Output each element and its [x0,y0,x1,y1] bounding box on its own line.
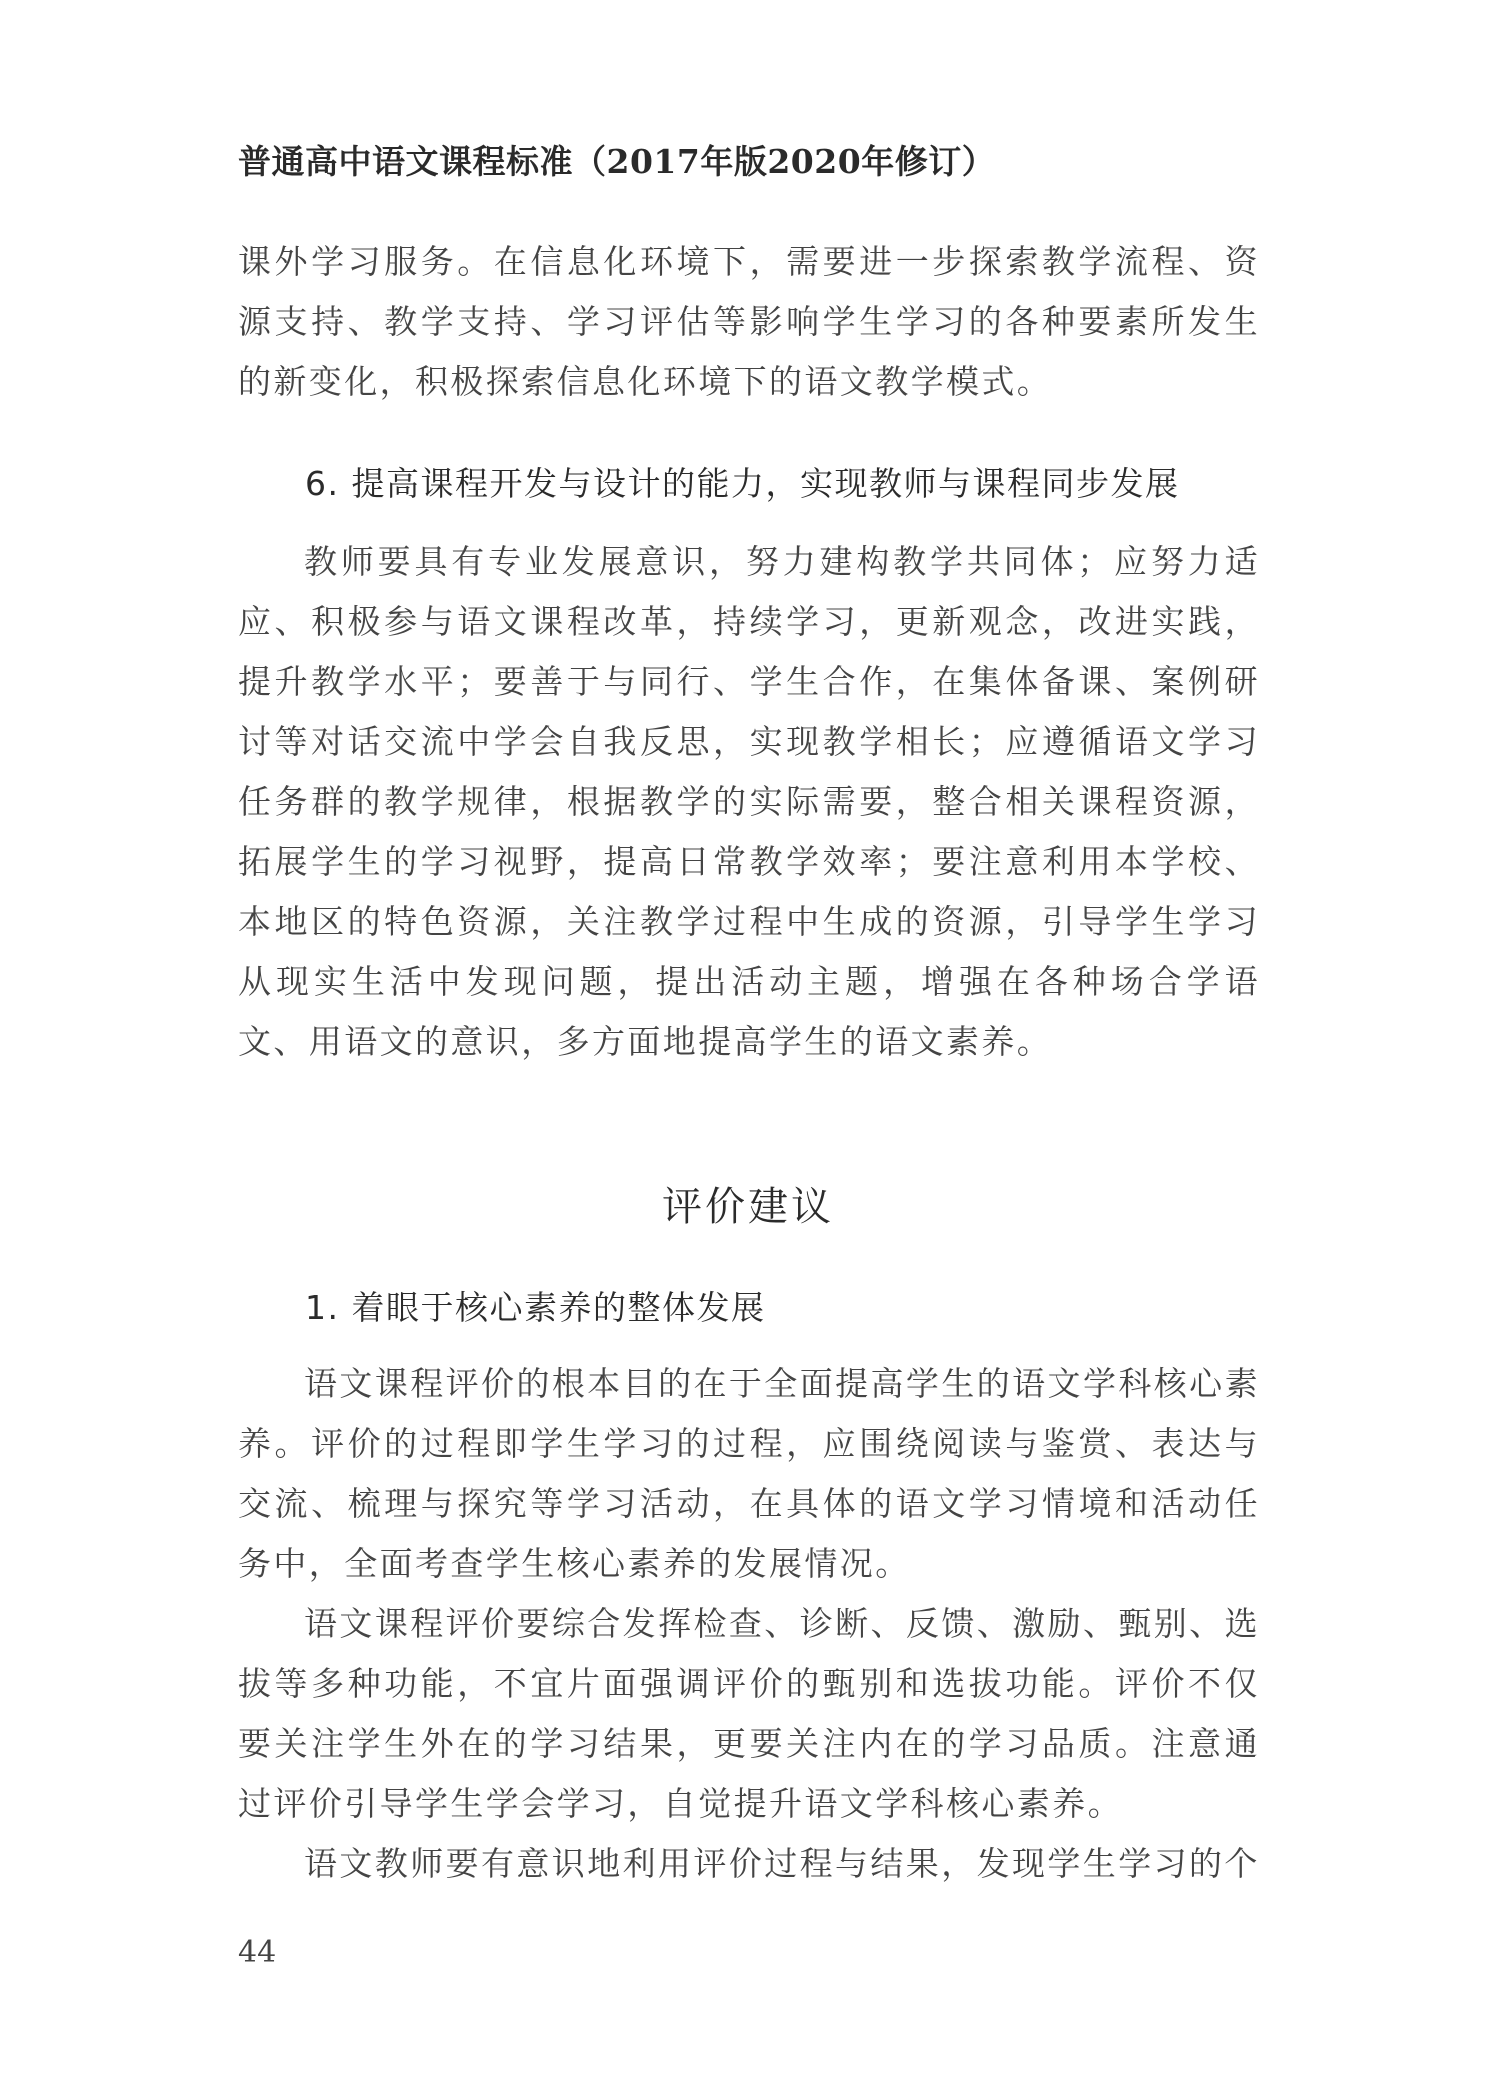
paragraph: 语文课程评价的根本目的在于全面提高学生的语文学科核心素养。评价的过程即学生学习的过程，应围绕阅读与鉴赏、表达与交流、梳理与探究等学习活动，在具体的语文学习情境和活动任务中，全面考查学生核心素养的发展情况。 [238,1364,1260,1583]
page-number: 44 [238,1935,277,1970]
continued-paragraph-block [238,232,1260,412]
section-6-body [238,532,1260,1072]
paragraph: 语文课程评价要综合发挥检查、诊断、反馈、激励、甄别、选拔等多种功能，不宜片面强调评价的甄别和选拔功能。评价不仅要关注学生外在的学习结果，更要关注内在的学习品质。注意通过评价引导学生学会学习，自觉提升语文学科核心素养。 [238,1604,1260,1823]
subsection-1-body [238,1354,1260,1894]
paragraph: 语文教师要有意识地利用评价过程与结果，发现学生学习的个 [304,1844,1260,1883]
continued-paragraph: 课外学习服务。在信息化环境下，需要进一步探索教学流程、资源支持、教学支持、学习评估等影响学生学习的各种要素所发生的新变化，积极探索信息化环境下的语文教学模式。 [238,242,1260,401]
section-6-heading: 6. 提高课程开发与设计的能力，实现教师与课程同步发展 [305,464,1180,503]
subsection-1-heading: 1. 着眼于核心素养的整体发展 [305,1288,766,1327]
section-title: 评价建议 [662,1184,834,1230]
running-head: 普通高中语文课程标准（2017年版2020年修订） [238,142,996,181]
section-6-paragraph: 教师要具有专业发展意识，努力建构教学共同体；应努力适应、积极参与语文课程改革，持续学习，更新观念，改进实践，提升教学水平；要善于与同行、学生合作，在集体备课、案例研讨等对话交流中学会自我反思，实现教学相长；应遵循语文学习任务群的教学规律，根据教学的实际需要，整合相关课程资源，拓展学生的学习视野，提高日常教学效率；要注意利用本学校、本地区的特色资源，关注教学过程中生成的资源，引导学生学习从现实生活中发现问题，提出活动主题，增强在各种场合学语文、用语文的意识，多方面地提高学生的语文素养。 [238,542,1260,1061]
